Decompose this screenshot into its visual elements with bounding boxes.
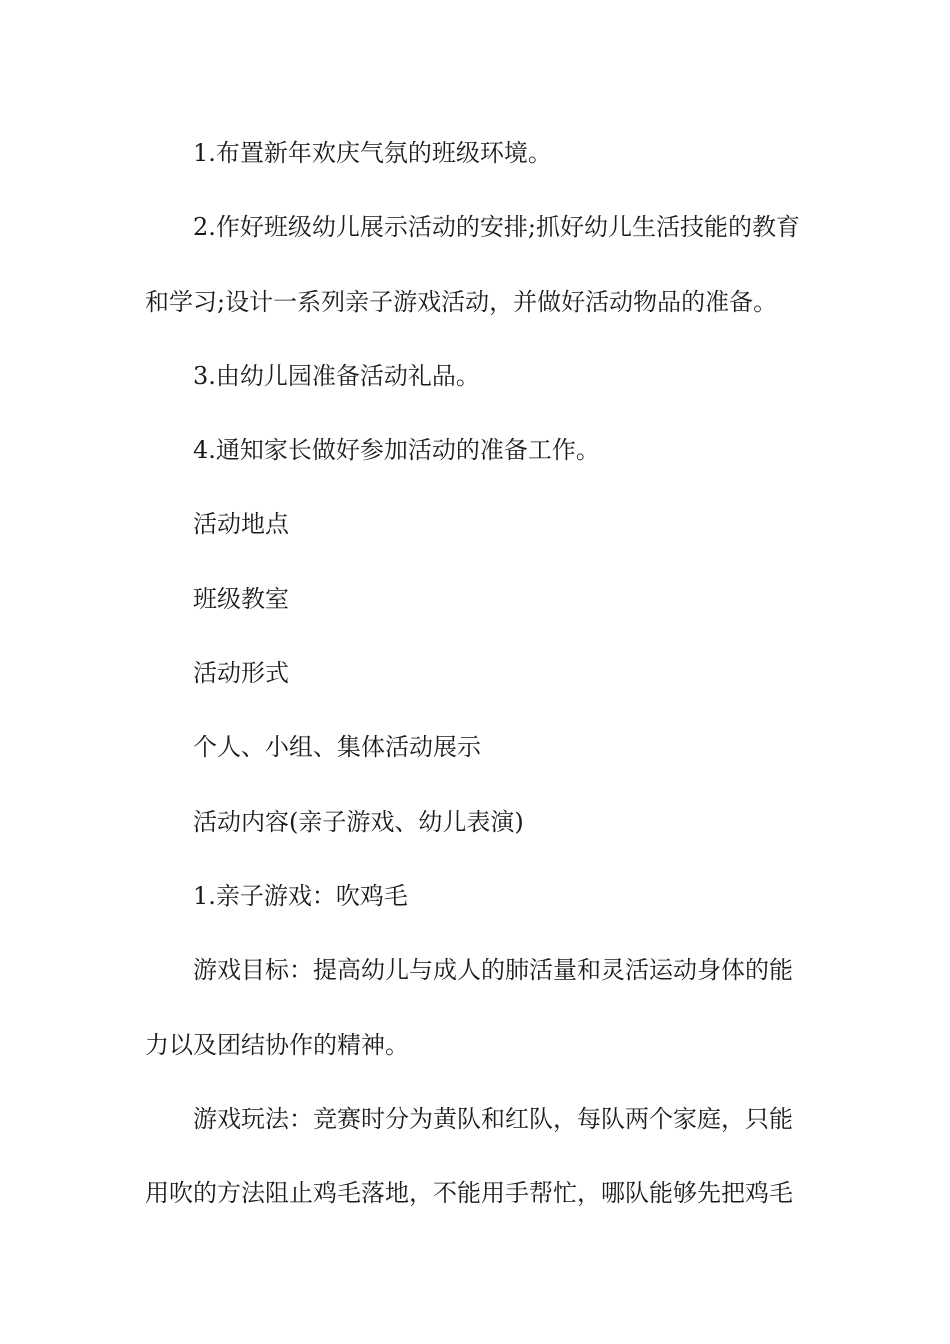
game-title: 1.亲子游戏：吹鸡毛 bbox=[193, 881, 408, 910]
section-heading-location: 活动地点 bbox=[193, 510, 289, 539]
list-item-2-continuation: 和学习;设计一系列亲子游戏活动，并做好活动物品的准备。 bbox=[145, 287, 778, 316]
game-rules: 游戏玩法：竞赛时分为黄队和红队，每队两个家庭，只能 bbox=[193, 1104, 793, 1133]
format-value: 个人、小组、集体活动展示 bbox=[193, 733, 481, 762]
location-value: 班级教室 bbox=[193, 584, 289, 613]
list-item-4: 4.通知家长做好参加活动的准备工作。 bbox=[193, 436, 600, 465]
game-rules-continuation: 用吹的方法阻止鸡毛落地，不能用手帮忙，哪队能够先把鸡毛 bbox=[145, 1179, 793, 1208]
game-goal-continuation: 力以及团结协作的精神。 bbox=[145, 1030, 409, 1059]
list-item-2: 2.作好班级幼儿展示活动的安排;抓好幼儿生活技能的教育 bbox=[193, 213, 800, 242]
document-body bbox=[145, 116, 810, 1230]
section-heading-content: 活动内容(亲子游戏、幼儿表演) bbox=[193, 807, 524, 836]
list-item-3: 3.由幼儿园准备活动礼品。 bbox=[193, 361, 480, 390]
list-item-1: 1.布置新年欢庆气氛的班级环境。 bbox=[193, 139, 552, 167]
section-heading-format: 活动形式 bbox=[193, 659, 289, 688]
game-goal: 游戏目标：提高幼儿与成人的肺活量和灵活运动身体的能 bbox=[193, 956, 793, 985]
